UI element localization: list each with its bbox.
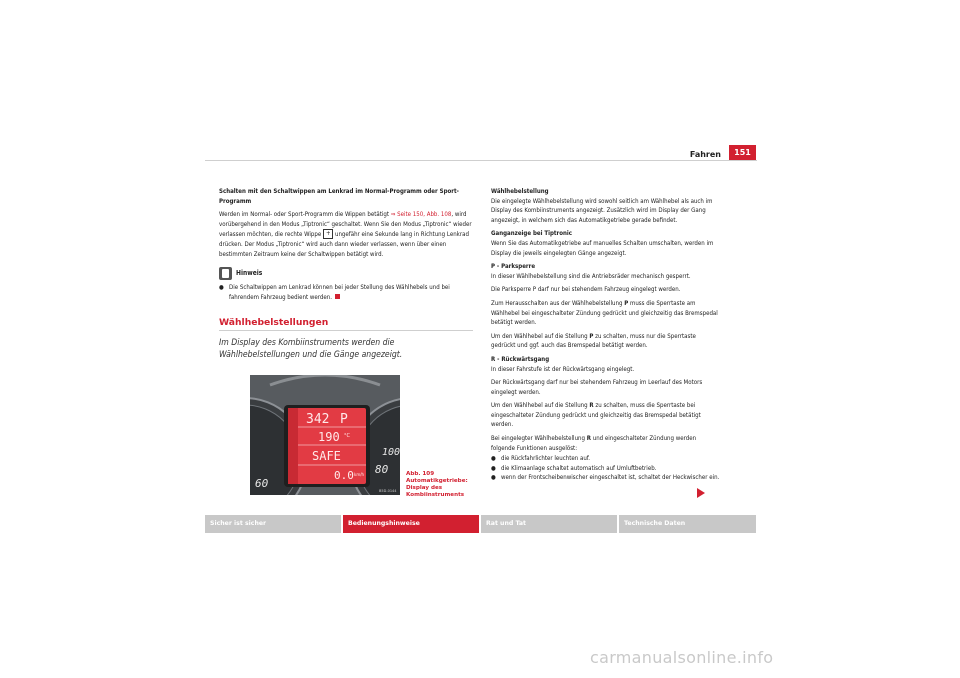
heading-reverse: R - Rückwärtsgang: [491, 355, 550, 363]
bullet-icon: ●: [491, 464, 496, 472]
heading-selector-position: Wählhebelstellung: [491, 188, 549, 195]
bullet-icon: ●: [219, 284, 224, 292]
section-subtitle: Im Display des Kombiinstruments werden die Wählhebelstellungen und die Gänge angezeigt.: [219, 337, 403, 360]
next-page-arrow-icon[interactable]: [697, 488, 705, 498]
para-text: Werden im Normal- oder Sport-Programm die Wippen betätigt: [219, 211, 391, 219]
display-temperature: 190: [318, 430, 340, 444]
display-gear: P: [340, 412, 348, 427]
plus-paddle-icon: +: [323, 229, 333, 239]
left-paragraph: [219, 210, 473, 259]
header-rule: [205, 160, 757, 161]
list-item: ● die Rückfahrlichter leuchten auf.: [491, 455, 591, 463]
note-text: Die Schaltwippen am Lenkrad können bei jeder Stellung des Wählhebels und bei fahrendem Fahrzeug bedient werden.: [229, 284, 450, 301]
list-item: ● wenn der Frontscheibenwischer eingeschaltet ist, schaltet der Heckwischer ein.: [491, 474, 720, 482]
figure-caption: Abb. 109 Automatikgetriebe: Display des Kombiinstruments: [406, 471, 468, 498]
footer-tab-advice[interactable]: Rat und Tat: [481, 515, 617, 533]
section-title: Wählhebelstellungen: [219, 318, 473, 331]
instrument-display-figure: [250, 375, 400, 495]
watermark: carmanualsonline.info: [590, 648, 774, 667]
paragraph: Die eingelegte Wählhebelstellung wird sowohl seitlich am Wählhebel als auch im Display des Kombiinstruments angezeigt. Zusätzlich wird im Display der Gang angezeigt, in welchem sich das Automatikgetriebe gerade befindet.: [491, 197, 713, 224]
paragraph: Bei eingelegter Wählhebelstellung R und eingeschalteter Zündung werden folgende Funktionen ausgelöst:: [491, 435, 697, 452]
heading-park: P - Parksperre: [491, 263, 536, 271]
bullet-icon: ●: [491, 474, 496, 482]
page-number: 151: [729, 145, 756, 161]
display-odometer: 342: [306, 412, 330, 427]
instrument-cluster-illustration: [250, 375, 400, 495]
page-reference-link[interactable]: ⇒ Seite 150, Abb. 108: [390, 211, 452, 219]
bullet-icon: ●: [491, 455, 496, 463]
gauge-right-bottom-label: 80: [375, 463, 389, 476]
image-code: B5D-0144: [379, 489, 397, 493]
footer-tab-operating-instructions[interactable]: Bedienungshinweise: [343, 515, 479, 533]
end-mark-icon: [335, 294, 340, 299]
footer-tab-technical-data[interactable]: Technische Daten: [619, 515, 756, 533]
para-text: , wird vorübergehend in den Modus „Tiptronic“ geschaltet. Wenn Sie den Modus „Tiptronic“ wieder verlassen möchten, die rechte Wippe: [219, 211, 472, 239]
gauge-left-label: 60: [255, 477, 269, 490]
paragraph: Zum Herausschalten aus der Wählhebelstellung P muss die Sperrtaste am Wählhebel bei eingeschalteter Zündung gedrückt und gleichzeitig das Bremspedal betätigt werden.: [491, 299, 718, 327]
list-item: ● die Klimaanlage schaltet automatisch auf Umluftbetrieb.: [491, 464, 657, 472]
display-speed-unit: km/h: [354, 472, 365, 477]
note-item: [219, 283, 473, 302]
display-temperature-unit: °C: [344, 433, 350, 439]
note-icon: [219, 267, 232, 280]
paragraph: Um den Wählhebel auf die Stellung R zu schalten, muss die Sperrtaste bei eingeschalteter Zündung gedrückt und gleichzeitig das Bremspedal betätigt werden.: [491, 402, 701, 429]
gauge-right-top-label: 100: [382, 447, 400, 458]
footer-tab-safety[interactable]: Sicher ist sicher: [205, 515, 341, 533]
display-speed: 0.0: [334, 469, 354, 482]
left-heading: Schalten mit den Schaltwippen am Lenkrad im Normal-Programm oder Sport-Programm: [219, 188, 459, 205]
paragraph: Die Parksperre P darf nur bei stehendem Fahrzeug eingelegt werden.: [491, 286, 681, 294]
display-safe-text: SAFE: [312, 449, 341, 463]
heading-tiptronic-display: Ganganzeige bei Tiptronic: [491, 230, 573, 238]
paragraph: Der Rückwärtsgang darf nur bei stehendem Fahrzeug im Leerlauf des Motors eingelegt werden.: [491, 379, 703, 396]
paragraph: Wenn Sie das Automatikgetriebe auf manuelles Schalten umschalten, werden im Display die jeweils eingelegten Gänge angezeigt.: [491, 239, 714, 257]
left-column: [219, 187, 473, 361]
chapter-title: Fahren: [689, 150, 721, 159]
right-column: [491, 187, 721, 483]
paragraph: Um den Wählhebel auf die Stellung P zu schalten, muss nur die Sperrtaste gedrückt und ggf. auch das Bremspedal betätigt werden.: [491, 332, 696, 350]
note-header: [219, 267, 473, 280]
paragraph: In dieser Wählhebelstellung sind die Antriebsräder mechanisch gesperrt.: [491, 272, 691, 280]
paragraph: In dieser Fahrstufe ist der Rückwärtsgang eingelegt.: [491, 365, 635, 373]
para-text: ungefähr eine Sekunde lang in Richtung Lenkrad drücken. Der Modus „Tiptronic“ wird auch dann wieder verlassen, wenn über einen bestimmten Zeitraum keine der Schaltwippen betätigt wird.: [219, 231, 469, 258]
note-title: Hinweis: [236, 268, 263, 277]
